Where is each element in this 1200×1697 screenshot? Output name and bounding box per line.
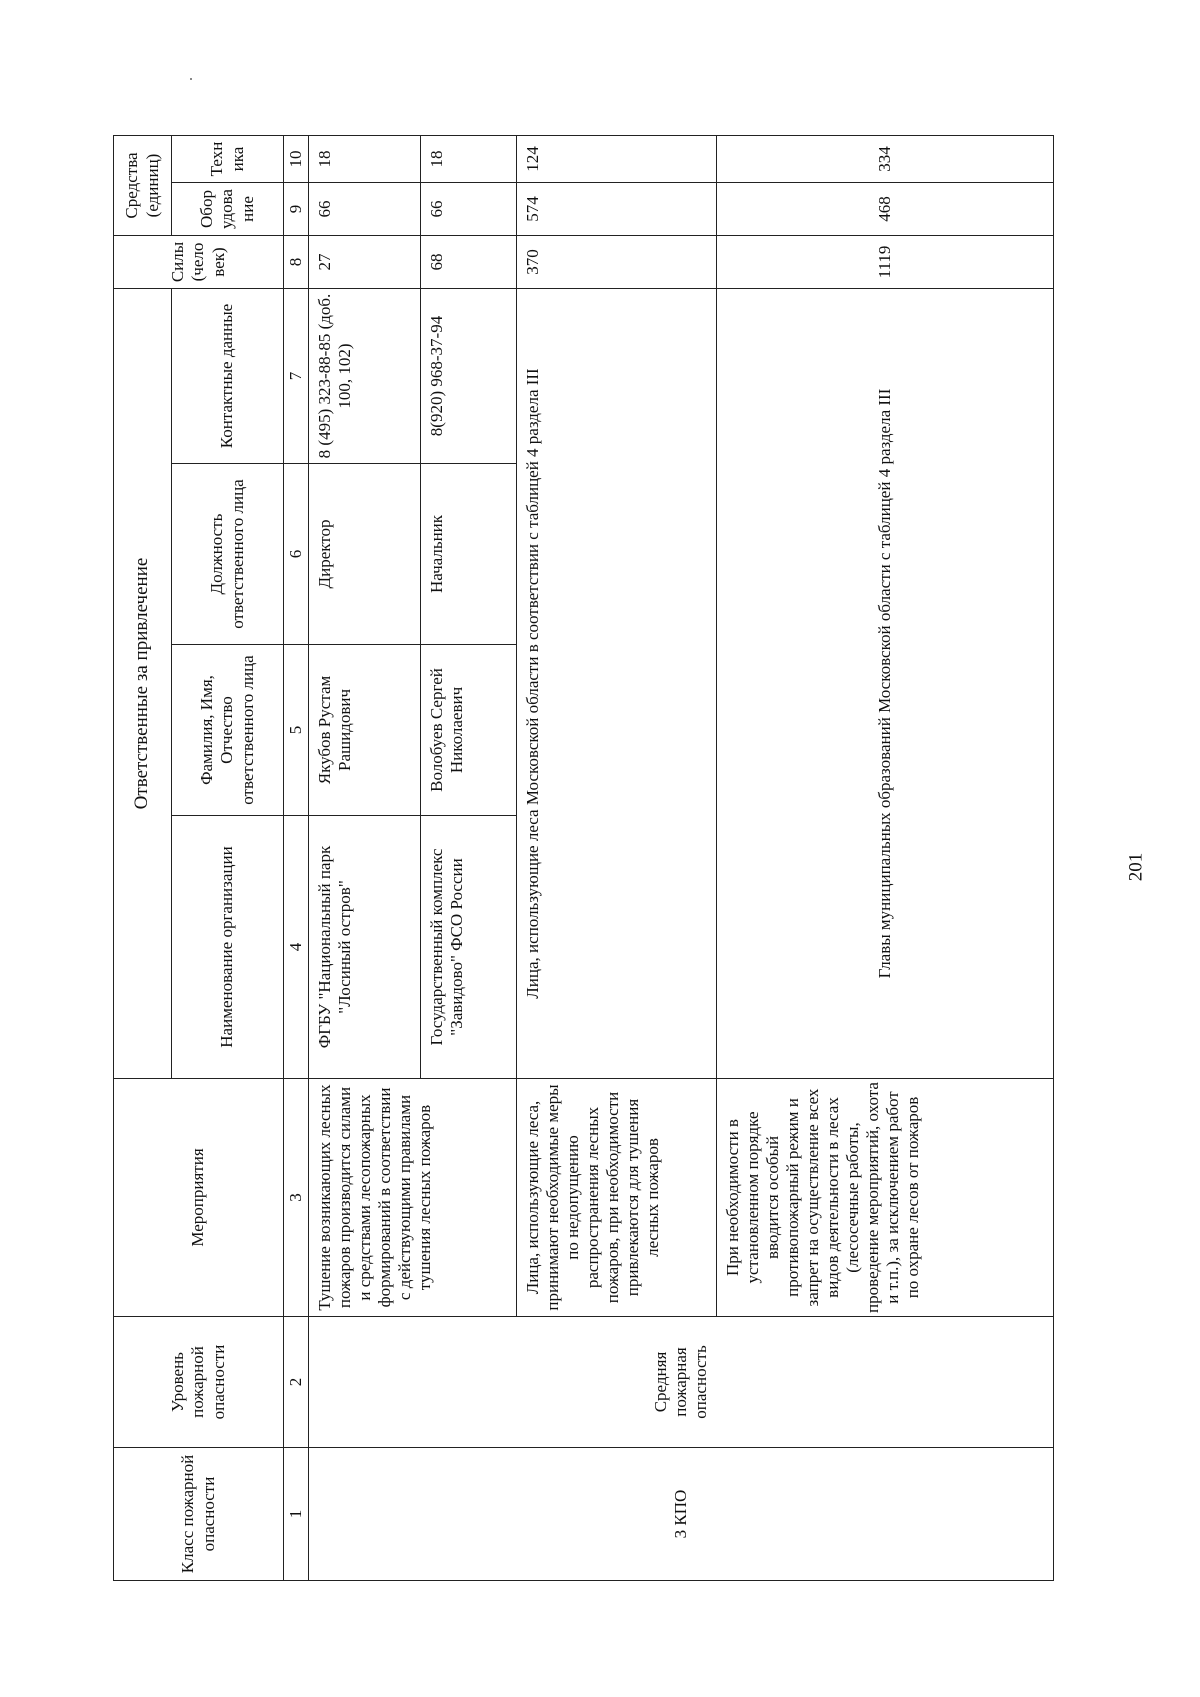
fire-danger-table [113, 135, 1054, 1581]
scan-artifact-dot [190, 78, 192, 80]
column-number: 4 [284, 816, 309, 1079]
vehicles-cell: 334 [717, 135, 1054, 182]
header-position: Должность ответственного лица [172, 464, 284, 645]
person-cell: Якубов Рустам Рашидович [309, 645, 421, 816]
measure-cell: При необходимости в установленном порядке вводится особый противопожарный режим и запрет на осуществление всех видов деятельности в лесах (лесосечные работы, проведение мероприятий, охота и т.п.), за исключением работ по охране лесов от пожаров [717, 1079, 1054, 1317]
vehicles-cell: 18 [421, 135, 517, 182]
vehicles-cell: 124 [517, 135, 717, 182]
contacts-cell: 8(920) 968-37-94 [421, 289, 517, 464]
measure-cell: Тушение возникающих лесных пожаров производится силами и средствами лесопожарных формирований в соответствии с действующими правилами тушения лесных пожаров [309, 1079, 517, 1317]
header-equipment: Оборудование [172, 183, 284, 236]
column-number: 7 [284, 289, 309, 464]
column-number: 1 [284, 1448, 309, 1581]
equipment-cell: 468 [717, 183, 1054, 236]
column-number: 10 [284, 135, 309, 182]
class-cell: 3 КПО [309, 1448, 1054, 1581]
header-contacts: Контактные данные [172, 289, 284, 464]
column-number: 9 [284, 183, 309, 236]
header-forces: Силы (человек) [114, 236, 284, 289]
column-number: 6 [284, 464, 309, 645]
responsible-merged-cell: Лица, использующие леса Московской области в соответствии с таблицей 4 раздела III [517, 289, 717, 1079]
column-number: 8 [284, 236, 309, 289]
column-number: 5 [284, 645, 309, 816]
column-number: 2 [284, 1317, 309, 1448]
forces-cell: 370 [517, 236, 717, 289]
rotated-table-container [113, 136, 1053, 1581]
forces-cell: 1119 [717, 236, 1054, 289]
contacts-cell: 8 (495) 323-88-85 (доб. 100, 102) [309, 289, 421, 464]
position-cell: Начальник [421, 464, 517, 645]
header-means-group: Средства (единиц) [114, 135, 172, 235]
measure-cell: Лица, использующие леса, принимают необходимые меры по недопущению распространения лесных пожаров, при необходимости привлекаются для тушения лесных пожаров [517, 1079, 717, 1317]
column-number: 3 [284, 1079, 309, 1317]
position-cell: Директор [309, 464, 421, 645]
organization-cell: ФГБУ "Национальный парк "Лосиный остров" [309, 816, 421, 1079]
forces-cell: 68 [421, 236, 517, 289]
header-class: Класс пожарной опасности [114, 1448, 284, 1581]
header-measures: Мероприятия [114, 1079, 284, 1317]
page-number: 201 [1125, 852, 1147, 882]
organization-cell: Государственный комплекс "Завидово" ФСО России [421, 816, 517, 1079]
responsible-merged-cell: Главы муниципальных образований Московской области с таблицей 4 раздела III [717, 289, 1054, 1079]
column-number-row [284, 135, 309, 1580]
header-person: Фамилия, Имя, Отчество ответственного лица [172, 645, 284, 816]
equipment-cell: 66 [421, 183, 517, 236]
equipment-cell: 66 [309, 183, 421, 236]
header-vehicles: Техника [172, 135, 284, 182]
header-level: Уровень пожарной опасности [114, 1317, 284, 1448]
person-cell: Волобуев Сергей Николаевич [421, 645, 517, 816]
table-row [309, 135, 421, 1580]
level-cell: Средняя пожарная опасность [309, 1317, 1054, 1448]
header-responsible-group: Ответственные за привлечение [114, 289, 172, 1079]
forces-cell: 27 [309, 236, 421, 289]
vehicles-cell: 18 [309, 135, 421, 182]
header-organization: Наименование организации [172, 816, 284, 1079]
equipment-cell: 574 [517, 183, 717, 236]
